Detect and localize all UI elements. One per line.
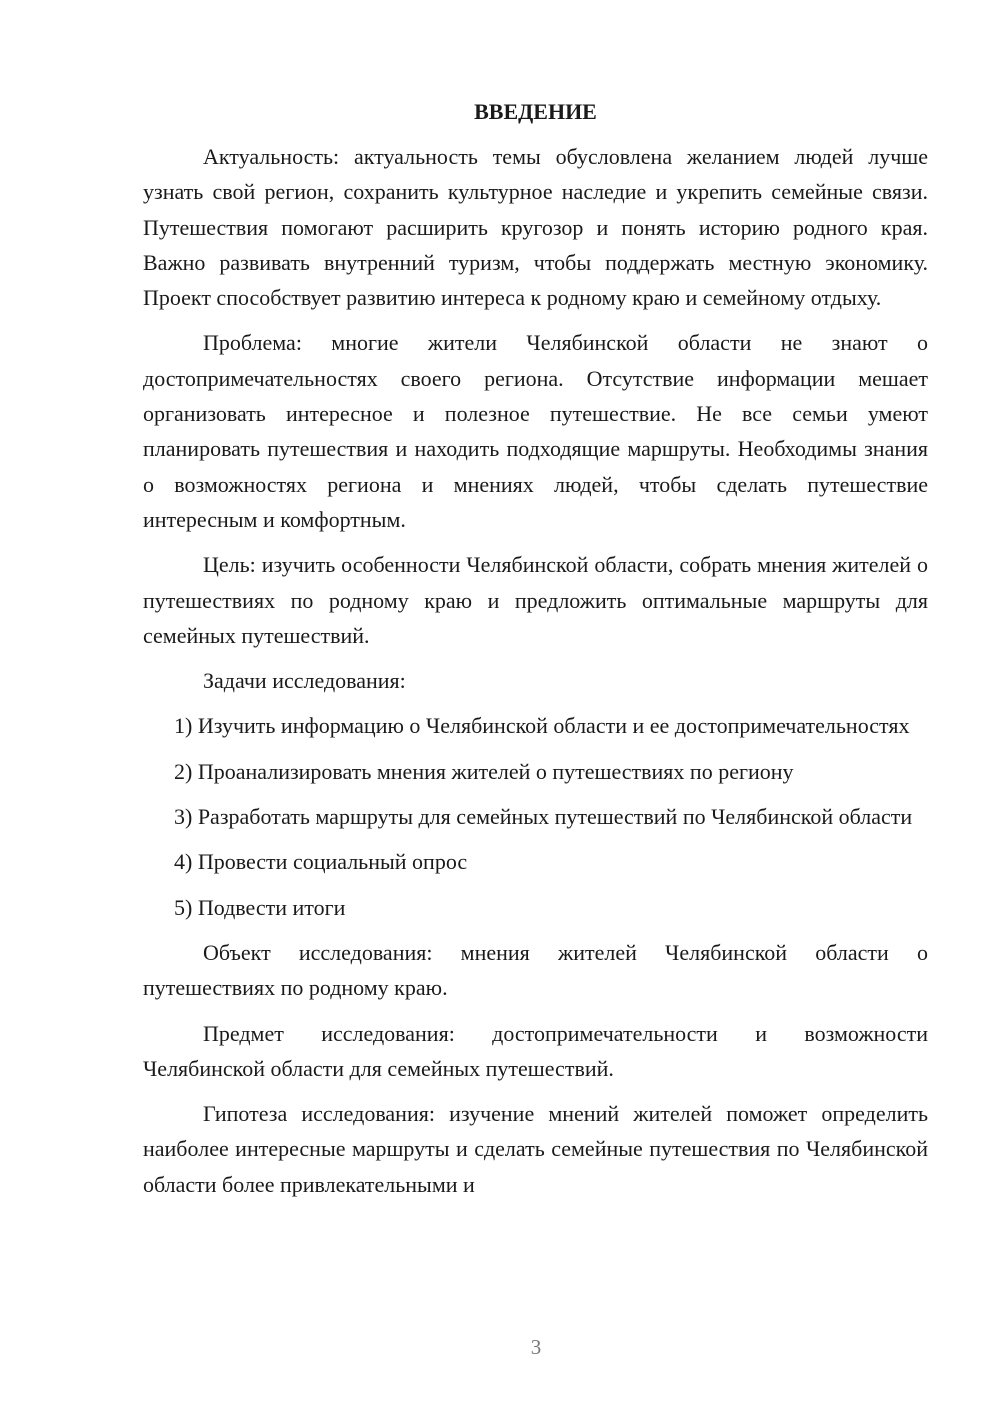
paragraph-object: Объект исследования: мнения жителей Челябинской области о путешествиях по родному краю. (143, 939, 928, 1001)
tasks-label: Задачи исследования: (203, 668, 406, 694)
page-number: 3 (530, 1335, 542, 1359)
section-heading: ВВЕДЕНИЕ (474, 99, 597, 124)
paragraph-hypothesis: Гипотеза исследования: изучение мнений жителей поможет определить наиболее интересные маршруты и сделать семейные путешествия по Челябинской области более привлекательными и (143, 1101, 928, 1197)
task-item-5: 5) Подвести итоги (174, 894, 346, 920)
page-content (143, 94, 928, 1212)
paragraph-relevance: Актуальность: актуальность темы обусловлена желанием людей лучше узнать свой регион, сохранить культурное наследие и укрепить семейные связи. Путешествия помогают расширить кругозор и понять историю родного края. Важно развивать внутренний туризм, чтобы поддержать местную экономику. Проект способствует развитию интереса к родному краю и семейному отдыху. (143, 144, 928, 311)
paragraph-subject: Предмет исследования: достопримечательности и возможности Челябинской области для семейных путешествий. (143, 1020, 928, 1081)
paragraph-problem: Проблема: многие жители Челябинской области не знают о достопримечательностях своего региона. Отсутствие информации мешает организовать интересное и полезное путешествие. Не все семьи умеют планировать путешествия и находить подходящие маршруты. Необходимы знания о возможностях региона и мнениях людей, чтобы сделать путешествие интересным и комфортным. (143, 330, 928, 532)
task-list (143, 708, 928, 924)
task-item-3: 3) Разработать маршруты для семейных путешествий по Челябинской области (174, 804, 913, 830)
task-item-1: 1) Изучить информацию о Челябинской области и ее достопримечательностях (174, 713, 910, 739)
paragraph-goal: Цель: изучить особенности Челябинской области, собрать мнения жителей о путешествиях по родному краю и предложить оптимальные маршруты для семейных путешествий. (143, 552, 928, 648)
task-item-4: 4) Провести социальный опрос (174, 849, 468, 875)
task-item-2: 2) Проанализировать мнения жителей о путешествиях по региону (174, 758, 794, 784)
